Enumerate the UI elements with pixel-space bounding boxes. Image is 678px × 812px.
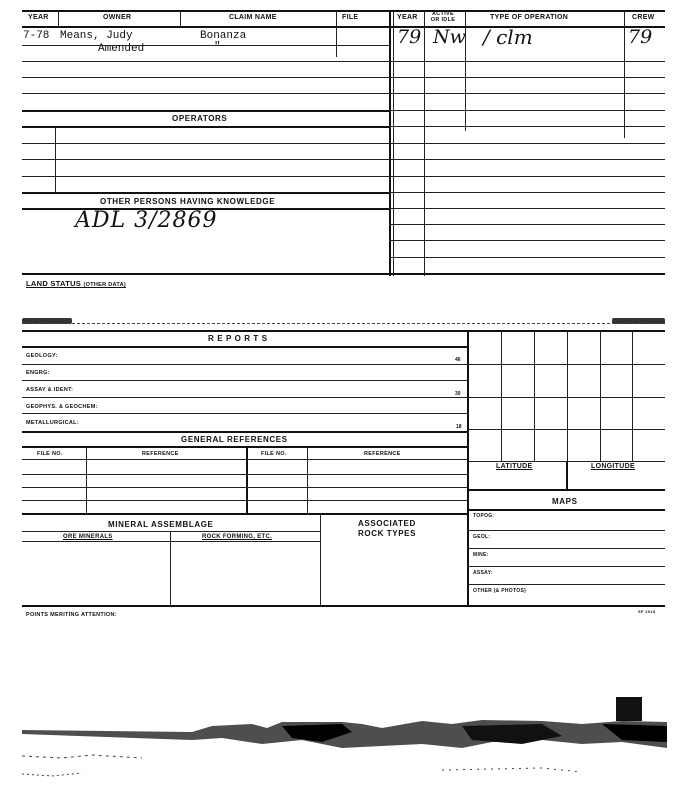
- rock-forming-label: ROCK FORMING, ETC.: [202, 534, 273, 540]
- rule: [389, 192, 665, 193]
- reports-title: R E P O R T S: [208, 334, 268, 343]
- rule: [389, 257, 665, 258]
- hw-crew: 79: [628, 26, 653, 48]
- report-geophys: GEOPHYS. & GEOCHEM:: [26, 404, 98, 410]
- maps-title: MAPS: [552, 497, 578, 506]
- rule: [22, 513, 468, 515]
- record-claim-ditto: ": [214, 41, 221, 53]
- rule: [22, 110, 389, 112]
- header-type-operation: TYPE OF OPERATION: [490, 14, 569, 21]
- grid-line: [468, 429, 665, 430]
- rule: [22, 364, 468, 365]
- grid-line: [534, 331, 535, 461]
- divider: [246, 447, 248, 513]
- divider: [336, 11, 337, 57]
- location-grid: [468, 331, 665, 461]
- rule: [468, 548, 665, 549]
- rule: [22, 192, 389, 194]
- rule: [468, 489, 665, 491]
- grid-line: [567, 331, 568, 461]
- top-border: [22, 10, 665, 12]
- hw-year: 79: [397, 26, 422, 48]
- divider: [307, 447, 308, 513]
- record-owner-note: Amended: [98, 43, 145, 55]
- grid-line: [632, 331, 633, 461]
- rule: [22, 431, 468, 433]
- rule: [468, 530, 665, 531]
- maps-other: OTHER (& PHOTOS): [473, 588, 527, 594]
- scan-noise-band: [22, 718, 667, 788]
- rule: [22, 487, 468, 488]
- report-metallurgical: METALLURGICAL:: [26, 420, 79, 426]
- rock-types-label: ROCK TYPES: [358, 529, 417, 538]
- record-year: 7-78: [23, 30, 50, 42]
- rule: [22, 380, 468, 381]
- rule: [389, 143, 665, 144]
- rule: [22, 323, 665, 324]
- grid-line: [600, 331, 601, 461]
- ore-minerals-label: ORE MINERALS: [63, 534, 113, 540]
- form-number: SF 1915: [638, 609, 656, 614]
- divider: [58, 11, 59, 27]
- land-status-title: [26, 279, 126, 288]
- rule: [22, 159, 389, 160]
- longitude-label: LONGITUDE: [591, 463, 635, 470]
- divider: [320, 514, 321, 606]
- rule: [22, 143, 389, 144]
- header-active-idle: ACTIVE OR IDLE: [430, 11, 456, 23]
- rule: [22, 459, 468, 460]
- rule: [468, 566, 665, 567]
- rule: [22, 176, 389, 177]
- divider: [180, 11, 181, 27]
- rule: [22, 605, 665, 607]
- rule: [22, 45, 389, 46]
- gr-col-file-no-2: FILE NO.: [261, 451, 287, 457]
- rule: [389, 224, 665, 225]
- rule: [468, 584, 665, 585]
- divider: [170, 531, 171, 606]
- rule: [468, 509, 665, 511]
- report-geology: GEOLOGY:: [26, 353, 58, 359]
- gr-col-file-no-1: FILE NO.: [37, 451, 63, 457]
- general-references-title: GENERAL REFERENCES: [181, 435, 288, 444]
- rule: [389, 61, 665, 62]
- operators-title: OPERATORS: [172, 114, 228, 123]
- rule: [22, 397, 468, 398]
- report-engrg: ENGRG:: [26, 370, 50, 376]
- maps-topog: TOPOG:: [473, 513, 495, 519]
- rule: [389, 110, 665, 111]
- report-assay-num: 30: [455, 391, 461, 397]
- rule: [22, 446, 468, 448]
- report-assay: ASSAY & IDENT:: [26, 387, 74, 393]
- header-year-right: YEAR: [397, 14, 418, 21]
- header-file: FILE: [342, 14, 359, 21]
- rule: [22, 413, 468, 414]
- report-geology-num: 46: [455, 357, 461, 363]
- divider: [624, 11, 625, 138]
- rule: [389, 176, 665, 177]
- rule: [22, 93, 389, 94]
- header-bottom-border: [22, 26, 665, 28]
- gr-col-reference-2: REFERENCE: [364, 451, 401, 457]
- rule: [389, 240, 665, 241]
- rule: [389, 77, 665, 78]
- grid-line: [468, 397, 665, 398]
- associated-label: ASSOCIATED: [358, 519, 416, 528]
- maps-geol: GEOL:: [473, 534, 491, 540]
- divider: [86, 447, 87, 513]
- record-claim-name: Bonanza: [200, 30, 247, 42]
- grid-line: [501, 331, 502, 461]
- other-persons-title: OTHER PERSONS HAVING KNOWLEDGE: [100, 197, 276, 206]
- rule: [389, 93, 665, 94]
- header-owner: OWNER: [103, 14, 132, 21]
- points-meriting-attention: POINTS MERITING ATTENTION:: [26, 612, 117, 618]
- land-status-label: LAND STATUS: [26, 279, 82, 288]
- header-crew: CREW: [632, 14, 655, 21]
- report-metallurgical-num: 18: [456, 424, 462, 430]
- rule: [389, 208, 665, 209]
- rule: [22, 273, 665, 275]
- record-owner: Means, Judy: [60, 30, 133, 42]
- rule: [22, 61, 389, 62]
- other-persons-entry: ADL 3/2869: [75, 208, 218, 233]
- header-claim-name: CLAIM NAME: [229, 14, 277, 21]
- maps-assay: ASSAY:: [473, 570, 493, 576]
- rule: [389, 159, 665, 160]
- rule: [22, 126, 389, 128]
- gr-col-reference-1: REFERENCE: [142, 451, 179, 457]
- rule: [22, 541, 320, 542]
- rule: [22, 346, 468, 348]
- land-status-subtitle: (OTHER DATA): [83, 282, 126, 288]
- hw-operation: / clm: [483, 25, 533, 49]
- rule: [22, 500, 468, 501]
- rule: [22, 531, 320, 532]
- divider: [55, 127, 56, 193]
- hw-active: Nw: [433, 26, 466, 48]
- rule: [389, 126, 665, 127]
- divider: [566, 461, 568, 489]
- rule: [22, 474, 468, 475]
- rule: [22, 77, 389, 78]
- header-year: YEAR: [28, 14, 49, 21]
- maps-mine: MINE:: [473, 552, 489, 558]
- mineral-assemblage-title: MINERAL ASSEMBLAGE: [108, 520, 214, 529]
- grid-line: [468, 364, 665, 365]
- latitude-label: LATITUDE: [496, 463, 533, 470]
